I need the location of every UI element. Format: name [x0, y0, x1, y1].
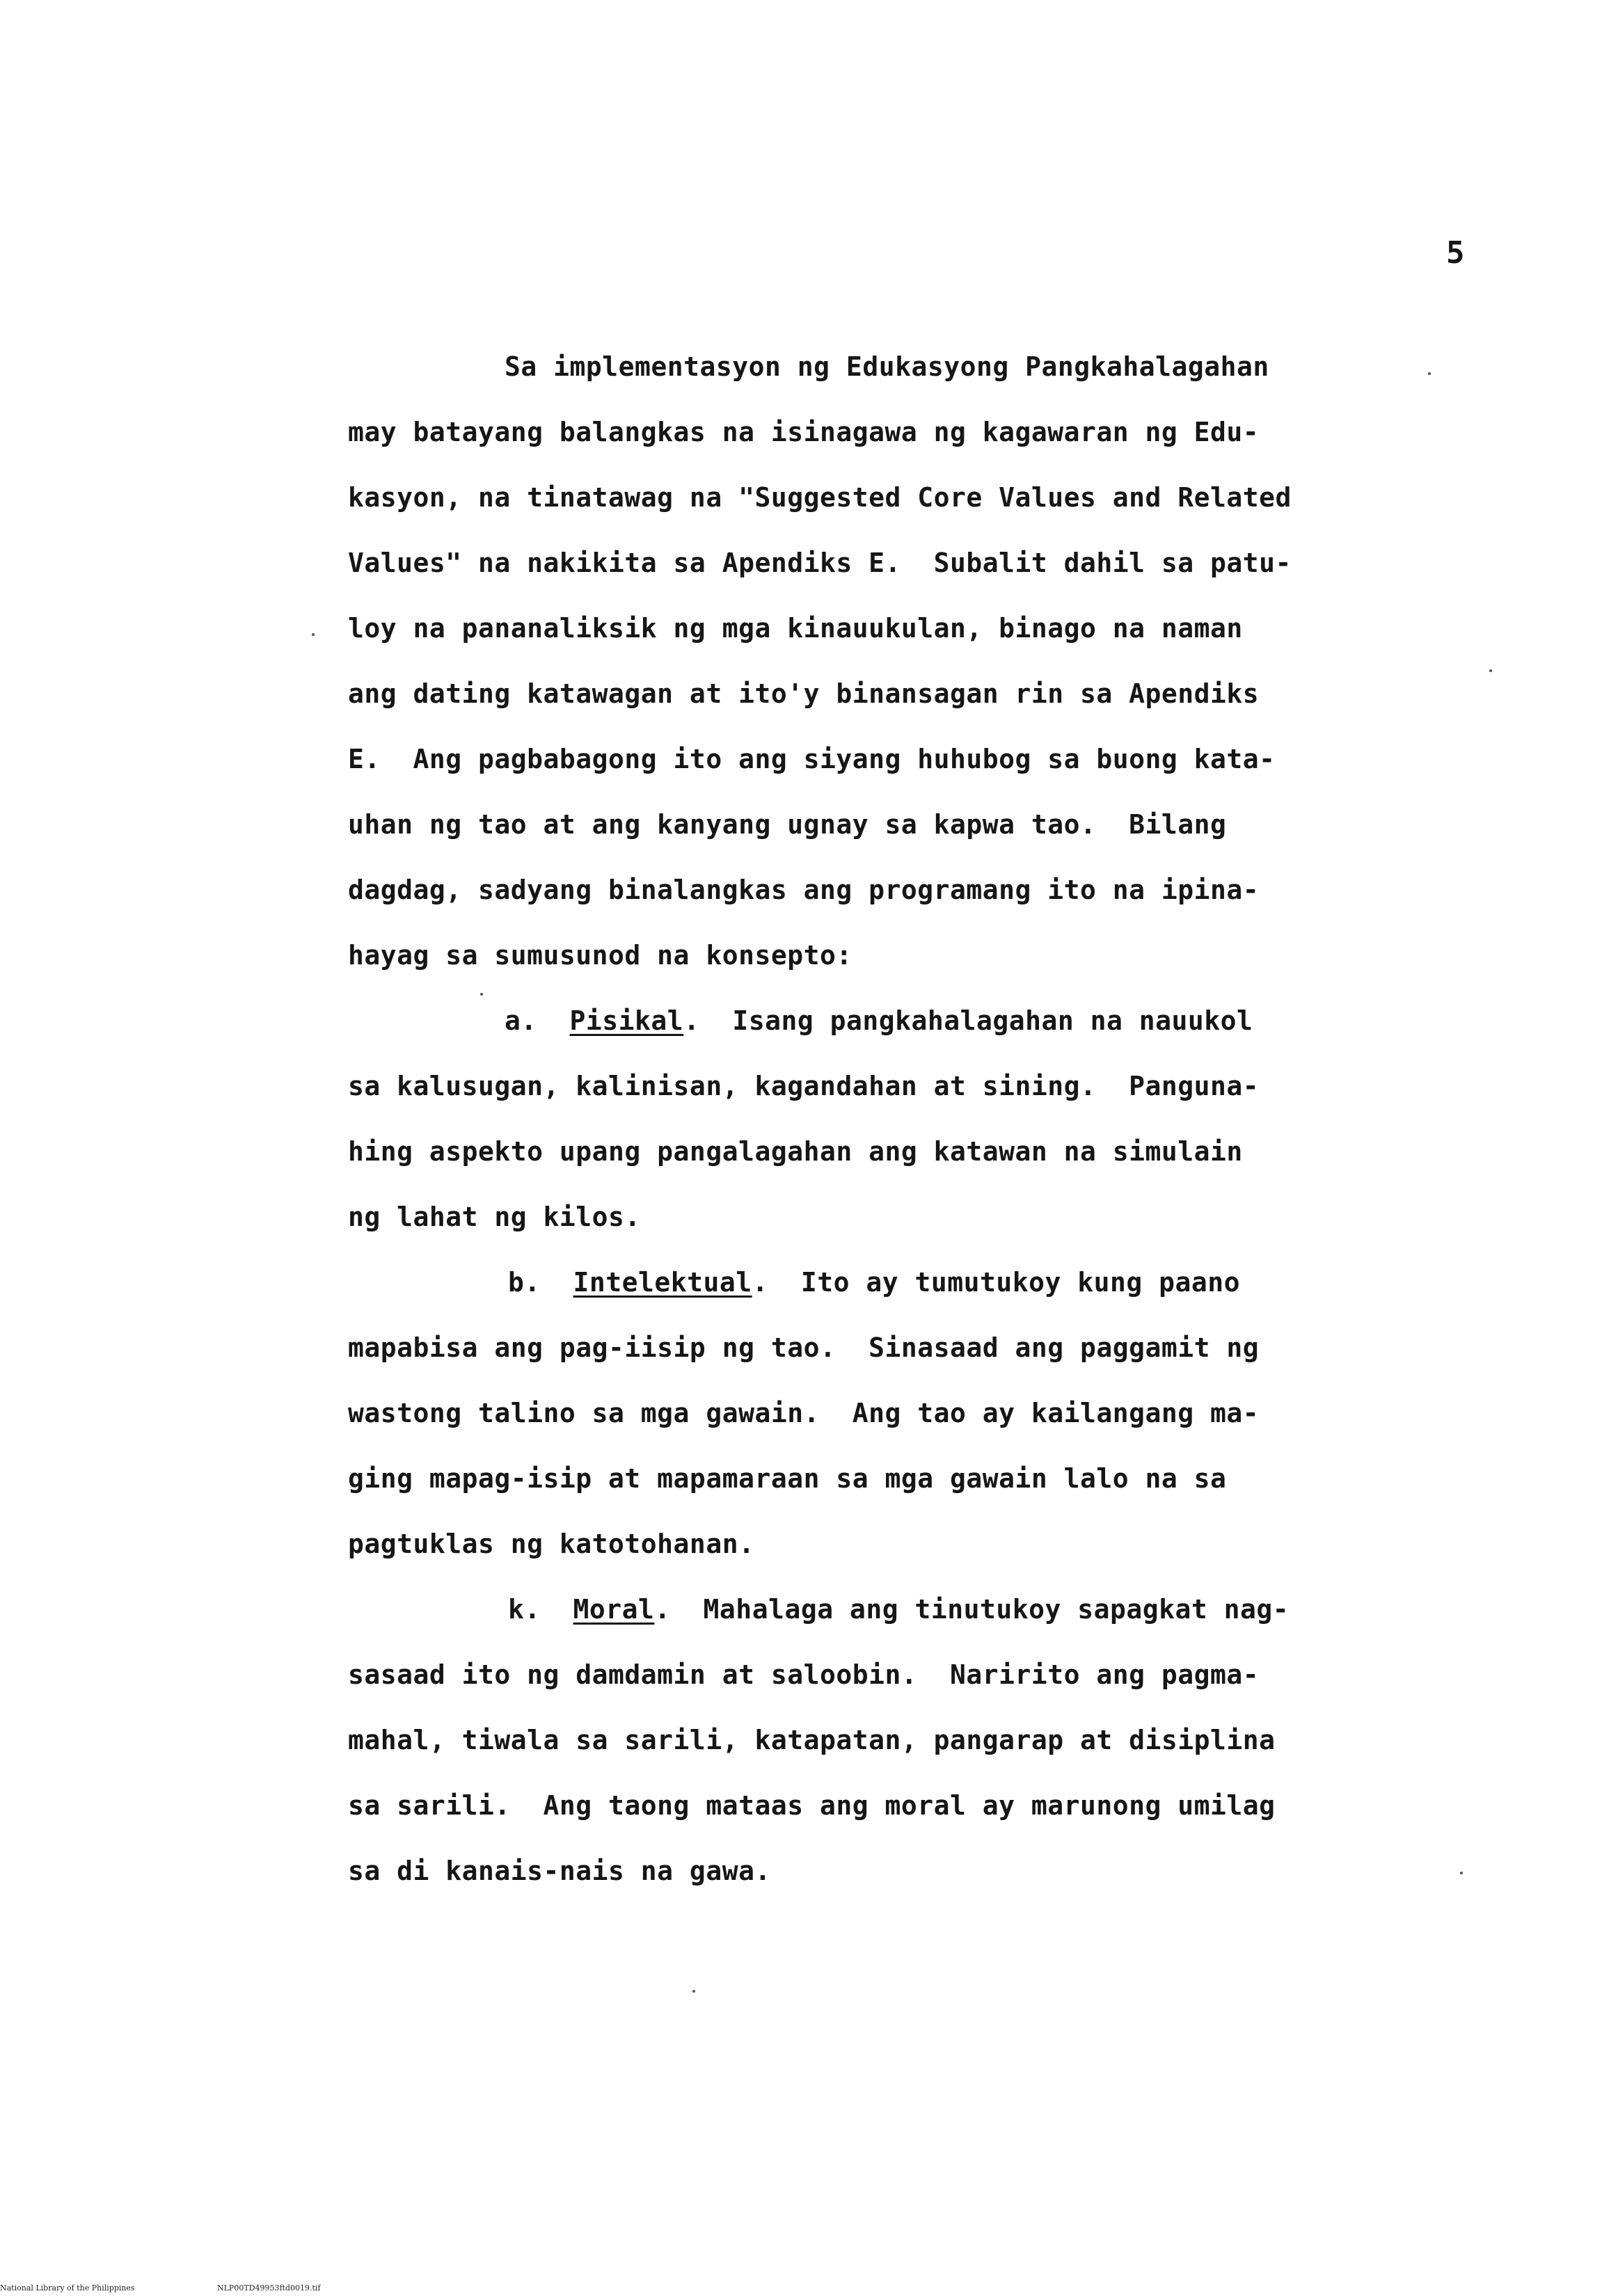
section-letter: b.	[508, 1267, 541, 1298]
section-heading: Intelektual	[573, 1267, 752, 1298]
section-line: sa di kanais-nais na gawa.	[348, 1856, 771, 1886]
section-heading: Pisikal	[569, 1005, 684, 1036]
section-first-line-text: . Mahalaga ang tinutukoy sapagkat nag-	[654, 1594, 1290, 1625]
intro-line: E. Ang pagbabagong ito ang siyang huhubog sa buong kata-	[348, 744, 1276, 774]
section-line: wastong talino sa mga gawain. Ang tao ay kailangang ma-	[348, 1398, 1260, 1428]
intro-line: hayag sa sumusunod na konsepto:	[348, 940, 852, 971]
intro-line: loy na pananaliksik ng mga kinauukulan, binago na naman	[348, 613, 1243, 644]
intro-line: kasyon, na tinatawag na "Suggested Core Values and Related	[348, 482, 1292, 513]
section-heading: Moral	[573, 1594, 655, 1625]
scan-speck	[1489, 669, 1492, 672]
intro-line: may batayang balangkas na isinagawa ng kagawaran ng Edu-	[348, 417, 1260, 447]
section-line: sasaad ito ng damdamin at saloobin. Naririto ang pagma-	[348, 1659, 1260, 1690]
section-letter: a.	[505, 1005, 537, 1036]
footer-filename: NLP00TD49953ftd0019.tif	[217, 2283, 321, 2293]
section-letter: k.	[508, 1594, 541, 1625]
scan-footer	[0, 2283, 321, 2293]
section-first-line	[508, 1263, 1240, 1301]
intro-line: Sa implementasyon ng Edukasyong Pangkahalagahan	[505, 351, 1269, 382]
scan-speck	[480, 993, 483, 996]
intro-line: Values" na nakikita sa Apendiks E. Subalit dahil sa patu-	[348, 548, 1292, 578]
intro-line: dagdag, sadyang binalangkas ang programang ito na ipina-	[348, 875, 1260, 905]
section-line: hing aspekto upang pangalagahan ang katawan na simulain	[348, 1136, 1243, 1167]
section-line: pagtuklas ng katotohanan.	[348, 1529, 755, 1559]
section-line: ging mapag-isip at mapamaraan sa mga gawain lalo na sa	[348, 1463, 1227, 1494]
section-line: sa kalusugan, kalinisan, kagandahan at sining. Panguna-	[348, 1071, 1260, 1101]
section-line: ng lahat ng kilos.	[348, 1202, 641, 1232]
scan-speck	[1428, 372, 1431, 375]
section-line: mapabisa ang pag-iisip ng tao. Sinasaad ang paggamit ng	[348, 1332, 1260, 1363]
scan-speck	[1460, 1872, 1463, 1874]
intro-line: uhan ng tao at ang kanyang ugnay sa kapwa tao. Bilang	[348, 809, 1227, 840]
section-first-line	[505, 1002, 1253, 1039]
section-line: mahal, tiwala sa sarili, katapatan, pangarap at disiplina	[348, 1725, 1276, 1755]
page-number: 5	[1446, 235, 1465, 271]
scan-speck	[692, 1990, 695, 1993]
section-first-line-text: . Isang pangkahalagahan na nauukol	[683, 1005, 1253, 1036]
section-first-line	[508, 1591, 1289, 1628]
scan-speck	[312, 633, 315, 636]
intro-line: ang dating katawagan at ito'y binansagan rin sa Apendiks	[348, 678, 1260, 709]
footer-library: National Library of the Philippines	[0, 2283, 135, 2293]
section-line: sa sarili. Ang taong mataas ang moral ay marunong umilag	[348, 1790, 1276, 1821]
section-first-line-text: . Ito ay tumutukoy kung paano	[752, 1267, 1241, 1298]
